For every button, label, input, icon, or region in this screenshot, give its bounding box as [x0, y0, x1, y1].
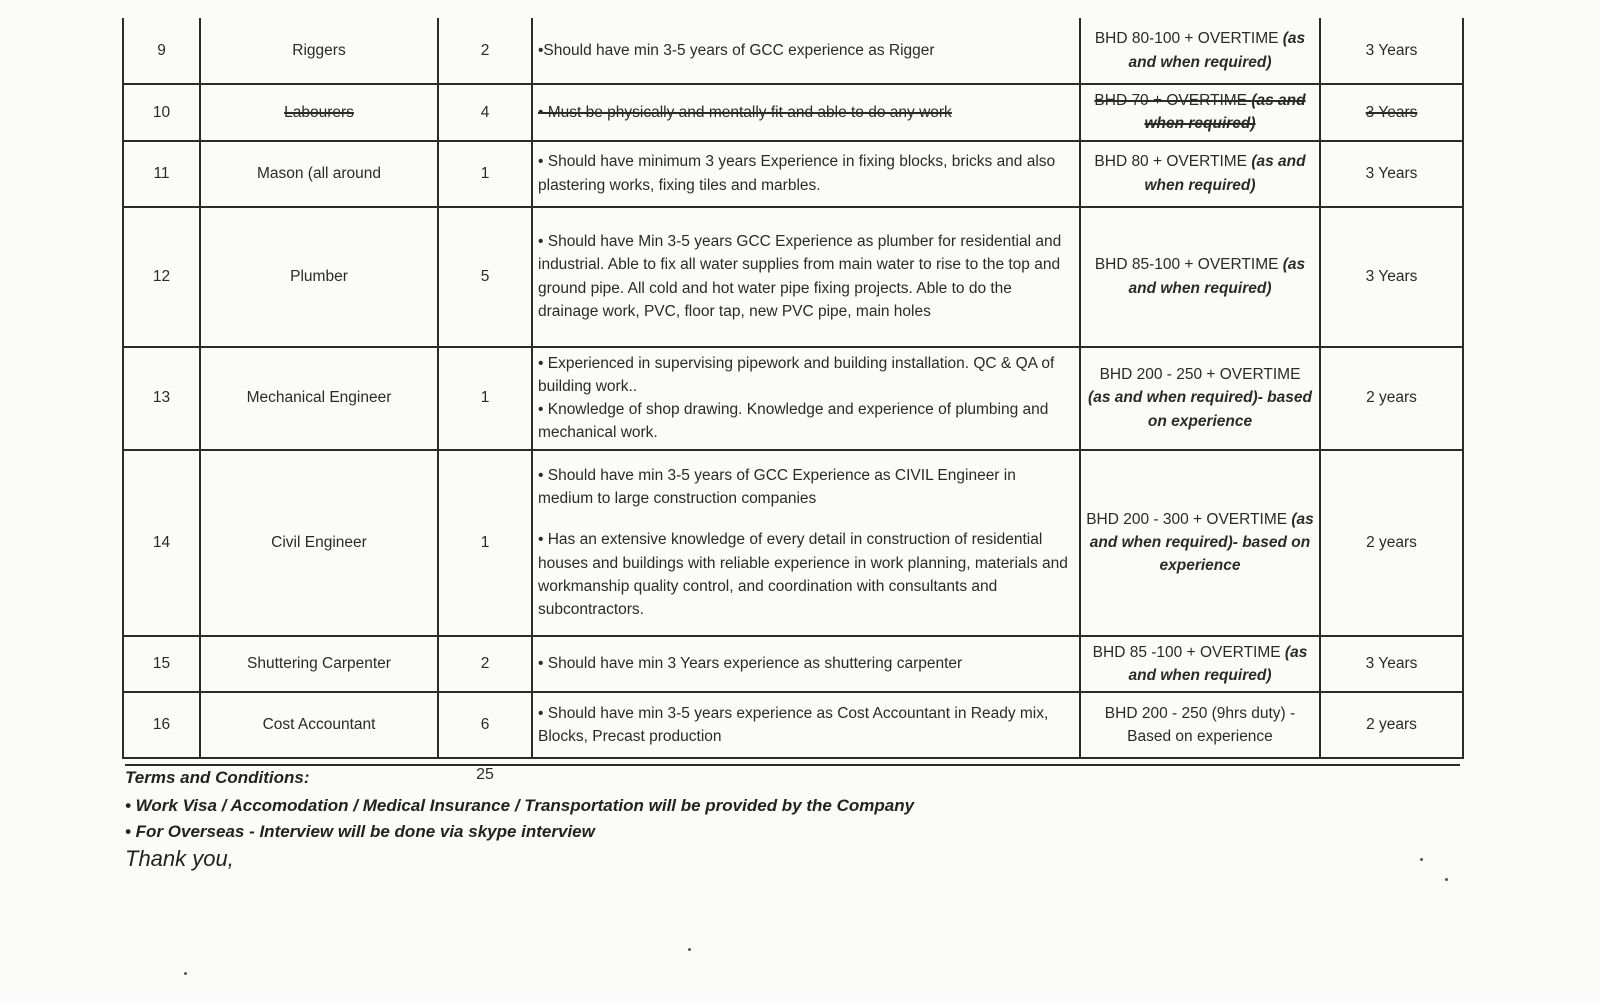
salary-note: Based on experience	[1127, 728, 1273, 745]
salary-cell	[1080, 636, 1320, 693]
quantity: 1	[438, 450, 532, 636]
terms-item-benefits: • Work Visa / Accomodation / Medical Insurance / Transportation will be provided by the Company	[125, 796, 915, 815]
closing-text: Thank you,	[125, 846, 234, 871]
position-title: Labourers	[200, 84, 438, 141]
salary-cell	[1080, 450, 1320, 636]
quantity: 2	[438, 18, 532, 84]
row-number: 13	[123, 347, 200, 450]
salary-main: BHD 70 + OVERTIME	[1094, 92, 1248, 109]
requirement-text: • Should have min 3 Years experience as shuttering carpenter	[538, 655, 963, 673]
row-number: 10	[123, 84, 200, 141]
terms-title: Terms and Conditions:	[125, 764, 1460, 788]
salary-main: BHD 80-100 + OVERTIME	[1094, 30, 1279, 48]
quantity: 6	[438, 692, 532, 758]
salary-cell	[1080, 207, 1320, 347]
quantity: 4	[438, 84, 532, 141]
requirements-cell	[532, 84, 1080, 141]
contract-duration: 3 Years	[1320, 636, 1463, 693]
salary-note: (as and when required)	[1144, 92, 1306, 133]
salary-main: BHD 200 - 250 + OVERTIME	[1099, 366, 1301, 384]
requirement-text: • Should have min 3-5 years of GCC Experience as CIVIL Engineer in medium to large construction companies	[538, 466, 1016, 507]
scan-speck	[1445, 878, 1448, 881]
quantity: 5	[438, 207, 532, 347]
contract-duration: 3 Years	[1320, 141, 1463, 207]
salary-main: BHD 85 -100 + OVERTIME	[1092, 643, 1281, 661]
contract-duration: 3 Years	[1320, 18, 1463, 84]
table-row	[123, 692, 1463, 758]
terms-section	[125, 764, 1460, 872]
requirement-text: • Should have Min 3-5 years GCC Experience as plumber for residential and industrial. Able to fix all water supplies from main water to rise to the top and ground pipe. All cold and hot water pipe fixing projects. Able to do the drainage work, PVC, floor tap, new PVC pipe, main holes	[538, 233, 1062, 320]
job-openings-table	[122, 18, 1464, 787]
salary-cell	[1080, 347, 1320, 450]
salary-main: BHD 200 - 250 (9hrs duty) -	[1104, 704, 1296, 722]
position-title: Mechanical Engineer	[200, 347, 438, 450]
row-number: 16	[123, 692, 200, 758]
table-row	[123, 141, 1463, 207]
quantity: 1	[438, 141, 532, 207]
contract-duration: 2 years	[1320, 692, 1463, 758]
salary-cell	[1080, 692, 1320, 758]
contract-duration: 2 years	[1320, 450, 1463, 636]
quantity: 2	[438, 636, 532, 693]
requirements-cell	[532, 692, 1080, 758]
table-row	[123, 18, 1463, 84]
requirement-text: • Knowledge of shop drawing. Knowledge and experience of plumbing and mechanical work.	[538, 401, 1049, 442]
requirement-text: • Experienced in supervising pipework and building installation. QC & QA of building work..	[538, 354, 1055, 395]
salary-note: (as and when required)	[1144, 153, 1306, 194]
table-row	[123, 207, 1463, 347]
contract-duration: 3 Years	[1320, 207, 1463, 347]
contract-duration: 3 Years	[1320, 84, 1463, 141]
terms-item-interview: • For Overseas - Interview will be done via skype interview	[125, 822, 595, 841]
requirements-cell	[532, 141, 1080, 207]
position-title: Cost Accountant	[200, 692, 438, 758]
salary-main: BHD 200 - 300 + OVERTIME	[1086, 510, 1288, 528]
row-number: 9	[123, 18, 200, 84]
scan-speck	[688, 948, 691, 951]
salary-note: (as and when required)	[1128, 256, 1306, 297]
salary-note: (as and when required)	[1128, 643, 1308, 684]
position-title: Civil Engineer	[200, 450, 438, 636]
salary-note: (as and when required)	[1128, 30, 1306, 71]
requirement-text: • Has an extensive knowledge of every detail in construction of residential houses and buildings with reliable experience in work planning, materials and workmanship quality control, and coordination with consultants and subcontractors.	[538, 531, 1068, 618]
salary-main: BHD 80 + OVERTIME	[1094, 153, 1248, 171]
position-title: Plumber	[200, 207, 438, 347]
salary-note: (as and when required)- based on experience	[1089, 510, 1314, 575]
quantity: 1	[438, 347, 532, 450]
requirements-cell	[532, 207, 1080, 347]
requirements-cell	[532, 18, 1080, 84]
requirement-text: • Must be physically and mentally fit and able to do any work	[538, 103, 952, 121]
table-row	[123, 450, 1463, 636]
requirement-text: • Should have min 3-5 years experience as Cost Accountant in Ready mix, Blocks, Precast production	[538, 704, 1049, 745]
row-number: 14	[123, 450, 200, 636]
table-row	[123, 84, 1463, 141]
row-number: 11	[123, 141, 200, 207]
salary-cell	[1080, 141, 1320, 207]
requirements-cell	[532, 636, 1080, 693]
scan-speck	[184, 972, 187, 975]
position-title: Mason (all around	[200, 141, 438, 207]
row-number: 15	[123, 636, 200, 693]
table-row	[123, 347, 1463, 450]
row-number: 12	[123, 207, 200, 347]
salary-note: (as and when required)- based on experience	[1088, 389, 1312, 430]
requirement-text: • Should have minimum 3 years Experience in fixing blocks, bricks and also plastering works, fixing tiles and marbles.	[538, 153, 1056, 194]
contract-duration: 2 years	[1320, 347, 1463, 450]
table-row	[123, 636, 1463, 693]
salary-cell	[1080, 18, 1320, 84]
position-title: Shuttering Carpenter	[200, 636, 438, 693]
position-title: Riggers	[200, 18, 438, 84]
total-quantity: 25	[476, 766, 494, 783]
requirements-cell	[532, 450, 1080, 636]
scan-speck	[1420, 858, 1423, 861]
requirement-text: •Should have min 3-5 years of GCC experience as Rigger	[538, 41, 935, 59]
requirements-cell	[532, 347, 1080, 450]
salary-cell	[1080, 84, 1320, 141]
salary-main: BHD 85-100 + OVERTIME	[1094, 256, 1279, 274]
